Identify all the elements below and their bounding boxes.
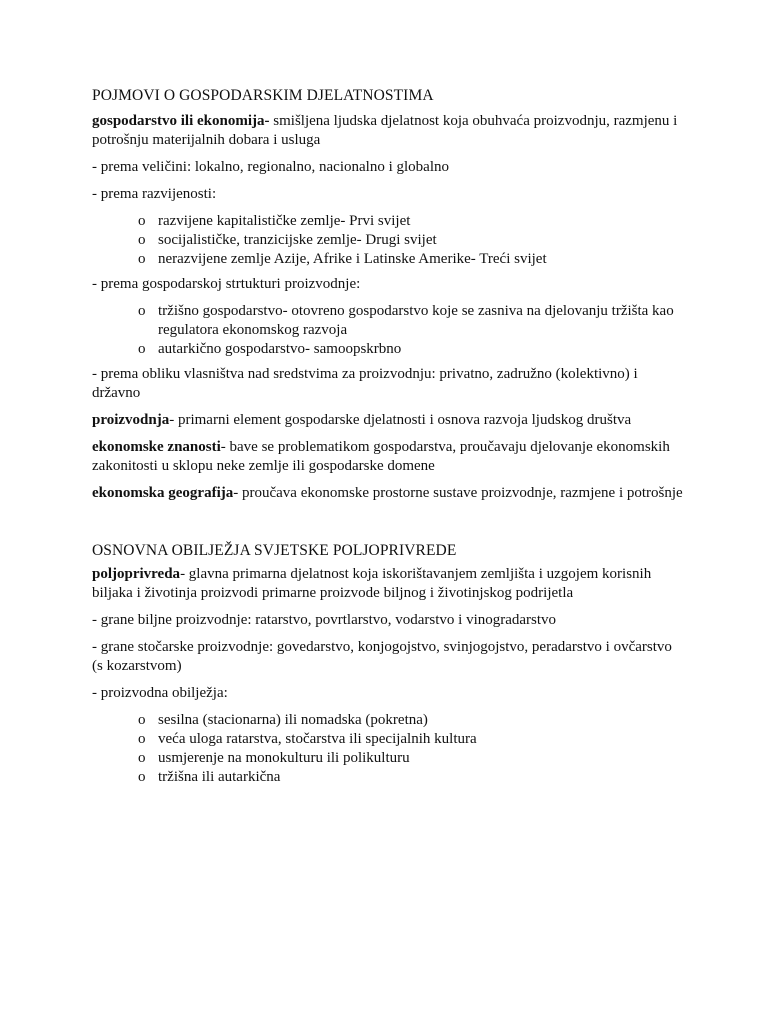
bullet-icon: o <box>138 213 146 229</box>
paragraph-poljoprivreda <box>92 565 684 603</box>
list-item <box>92 231 684 250</box>
paragraph-prema-strukturi: - prema gospodarskoj strtukturi proizvodnje: <box>92 276 361 292</box>
list-item-text: nerazvijene zemlje Azije, Afrike i Latinske Amerike- Treći svijet <box>158 251 547 267</box>
term-gospodarstvo: gospodarstvo ili ekonomija- <box>92 113 270 129</box>
list-item-text: razvijene kapitalističke zemlje- Prvi svijet <box>158 213 411 229</box>
section-title-poljoprivreda: OSNOVNA OBILJEŽJA SVJETSKE POLJOPRIVREDE <box>92 542 457 559</box>
list-item-text: autarkično gospodarstvo- samoopskrbno <box>158 341 402 357</box>
paragraph-prema-velicini: - prema veličini: lokalno, regionalno, nacionalno i globalno <box>92 159 449 175</box>
definition-poljoprivreda: - glavna primarna djelatnost koja iskorištavanjem zemljišta i uzgojem korisnih biljaka i životinja proizvodi primarne proizvode biljnog i životinjskog podrijetla <box>92 566 652 601</box>
list-item-text: usmjerenje na monokulturu ili polikulturu <box>158 750 410 766</box>
paragraph-proizvodna-obiljezja: - proizvodna obilježja: <box>92 685 228 701</box>
list-item <box>92 250 684 269</box>
bullet-icon: o <box>138 731 146 747</box>
list-item <box>92 749 684 768</box>
bullet-icon: o <box>138 251 146 267</box>
definition-ekonomska-geografija: - proučava ekonomske prostorne sustave proizvodnje, razmjene i potrošnje <box>233 485 683 501</box>
definition-gospodarstvo: smišljena ljudska djelatnost koja obuhvaća proizvodnju, razmjenu i potrošnju materijalnih dobara i usluga <box>92 113 678 148</box>
paragraph-ekonomska-geografija <box>92 484 684 503</box>
term-ekonomska-geografija: ekonomska geografija <box>92 485 234 501</box>
paragraph-biljna-proizvodnja: - grane biljne proizvodnje: ratarstvo, povrtlarstvo, vodarstvo i vinogradarstvo <box>92 612 557 628</box>
list-item <box>92 730 684 749</box>
paragraph-ekonomske-znanosti <box>92 438 684 476</box>
bullet-icon: o <box>138 712 146 728</box>
list-item-text: sesilna (stacionarna) ili nomadska (pokretna) <box>158 712 428 728</box>
list-struktura <box>92 302 684 359</box>
section-title-gospodarske-djelatnosti: POJMOVI O GOSPODARSKIM DJELATNOSTIMA <box>92 87 434 104</box>
definition-ekonomske-znanosti: - bave se problematikom gospodarstva, proučavaju djelovanje ekonomskih zakonitosti u sklopu neke zemlje ili gospodarske domene <box>92 439 670 474</box>
paragraph-gospodarstvo <box>92 112 684 150</box>
definition-proizvodnja: - primarni element gospodarske djelatnosti i osnova razvoja ljudskog društva <box>169 412 632 428</box>
term-proizvodnja: proizvodnja <box>92 412 170 428</box>
list-item-text: veća uloga ratarstva, stočarstva ili specijalnih kultura <box>158 731 477 747</box>
bullet-icon: o <box>138 232 146 248</box>
list-item <box>92 768 684 787</box>
bullet-icon: o <box>138 341 146 357</box>
list-item <box>92 340 684 359</box>
list-item <box>92 711 684 730</box>
list-item-text: tržišno gospodarstvo- otovreno gospodarstvo koje se zasniva na djelovanju tržišta kao regulatora ekonomskog razvoja <box>158 303 674 338</box>
list-item <box>92 302 684 340</box>
paragraph-prema-razvijenosti: - prema razvijenosti: <box>92 186 217 202</box>
list-item <box>92 212 684 231</box>
term-ekonomske-znanosti: ekonomske znanosti <box>92 439 221 455</box>
paragraph-proizvodnja <box>92 411 684 430</box>
bullet-icon: o <box>138 769 146 785</box>
document-content <box>92 86 684 795</box>
bullet-icon: o <box>138 303 146 319</box>
list-proizvodna-obiljezja <box>92 711 684 787</box>
term-poljoprivreda: poljoprivreda <box>92 566 181 582</box>
list-item-text: tržišna ili autarkična <box>158 769 281 785</box>
paragraph-prema-vlasnistvu: - prema obliku vlasništva nad sredstvima za proizvodnju: privatno, zadružno (kolektivno) i državno <box>92 366 638 401</box>
paragraph-stocarska-proizvodnja: - grane stočarske proizvodnje: govedarstvo, konjogojstvo, svinjogojstvo, peradarstvo i ovčarstvo (s kozarstvom) <box>92 639 672 674</box>
list-item-text: socijalističke, tranzicijske zemlje- Drugi svijet <box>158 232 437 248</box>
bullet-icon: o <box>138 750 146 766</box>
list-razvijenost <box>92 212 684 269</box>
